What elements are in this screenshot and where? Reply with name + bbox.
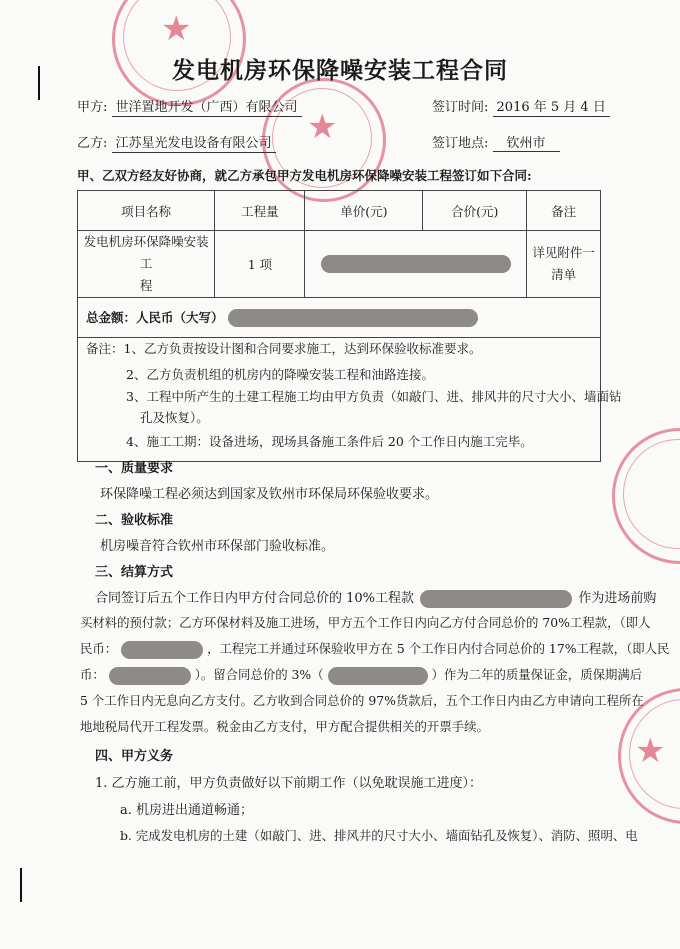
sign-place-row: [432, 132, 560, 151]
party-b-name: 江苏星光发电设备有限公司: [112, 136, 276, 153]
item-name-line: 发电机房环保降噪安装工: [83, 234, 209, 271]
settlement-line: [80, 639, 669, 659]
total-amount-label: 总金额：人民币（大写）: [86, 309, 224, 325]
sign-time-label: 签订时间:: [432, 100, 489, 115]
settlement-line: 买材料的预付款；乙方环保材料及施工进场，甲方五个工作日内向乙方付合同总价的 70%工程款，（即人: [80, 615, 651, 630]
party-b-row: [77, 132, 276, 151]
party-a-row: [77, 96, 302, 115]
note-line: 备注：1、乙方负责按设计图和合同要求施工，达到环保验收标准要求。: [86, 341, 482, 356]
settlement-line: 地地税局代开工程发票。税金由乙方支付，甲方配合提供相关的开票手续。: [80, 719, 489, 734]
obligation-item: b. 完成发电机房的土建（如敲门、进、排风井的尺寸大小、墙面钻孔及恢复）、消防、照明、电: [120, 828, 638, 843]
section-title: 三、结算方式: [95, 565, 174, 580]
company-seal-middle: ★: [262, 78, 386, 202]
redaction-mark: [420, 590, 572, 608]
binding-mark: [20, 868, 22, 902]
obligation-line: 1. 乙方施工前，甲方负责做好以下前期工作（以免耽误施工进度）：: [95, 776, 483, 791]
remark-line: 清单: [551, 267, 577, 282]
item-name-cell: [78, 231, 215, 298]
company-seal-right: [612, 428, 680, 564]
redaction-mark: [109, 667, 191, 685]
note-line: 3、工程中所产生的土建工程施工均由甲方负责（如敲门、进、排风井的尺寸大小、墙面钻: [126, 389, 622, 404]
redaction-mark: [121, 641, 203, 659]
sign-time-value: 2016 年 5 月 4 日: [493, 100, 610, 117]
settlement-line: 5 个工作日内无息向乙方支付。乙方收到合同总价的 97%货款后，五个工作日内由乙方申请向工程所在: [80, 693, 644, 708]
settlement-text: ）作为二年的质量保证金，质保期满后: [431, 667, 643, 682]
obligation-item: a. 机房进出通道畅通；: [120, 803, 254, 818]
section-title: 二、验收标准: [95, 513, 174, 528]
company-seal-top: ★: [112, 0, 246, 106]
remark-line: 详见附件一: [532, 245, 595, 260]
section-title: 一、质量要求: [95, 461, 174, 476]
redaction-mark: [228, 309, 478, 327]
table-header: 工程量: [215, 191, 305, 231]
note-line: 孔及恢复）。: [140, 410, 209, 425]
sign-place-label: 签订地点:: [432, 136, 489, 151]
company-seal-bottom-right: ★: [618, 688, 680, 824]
table-header: 合价(元): [423, 191, 527, 231]
settlement-text: 作为进场前购: [578, 591, 657, 606]
party-a-label: 甲方:: [77, 100, 108, 115]
redaction-mark: [321, 255, 511, 273]
settlement-text: 民币：: [80, 641, 118, 656]
settlement-line: [80, 665, 642, 685]
settlement-text: 币：: [80, 667, 105, 682]
sign-place-value: 钦州市: [493, 136, 560, 152]
intro-text: 甲、乙双方经友好协商，就乙方承包甲方发电机房环保降噪安装工程签订如下合同:: [77, 168, 532, 183]
settlement-line: [95, 587, 656, 608]
party-a-name: 世洋置地开发（广西）有限公司: [112, 100, 302, 117]
settlement-text: 合同签订后五个工作日内甲方付合同总价的 10%工程款: [95, 591, 415, 606]
total-amount-cell: [78, 298, 601, 338]
remark-cell: [527, 231, 601, 298]
section-text: 环保降噪工程必须达到国家及钦州市环保局环保验收要求。: [100, 487, 439, 502]
document-title: 发电机房环保降噪安装工程合同: [172, 57, 508, 84]
settlement-text: ）。留合同总价的 3%（: [194, 667, 324, 682]
redaction-mark: [328, 667, 428, 685]
note-line: 2、乙方负责机组的机房内的降噪安装工程和油路连接。: [126, 367, 434, 382]
price-cell-redacted: [305, 231, 527, 298]
item-name-line: 程: [139, 278, 153, 293]
party-b-label: 乙方:: [77, 136, 108, 151]
table-header: 单价(元): [305, 191, 423, 231]
table-header: 项目名称: [78, 191, 215, 231]
settlement-text: ，工程完工并通过环保验收甲方在 5 个工作日内付合同总价的 17%工程款，（即人民: [207, 641, 670, 656]
sign-time-row: [432, 96, 610, 115]
note-line: 4、施工工期：设备进场，现场具备施工条件后 20 个工作日内施工完毕。: [126, 434, 533, 449]
quantity-cell: 1 项: [215, 231, 305, 298]
section-title: 四、甲方义务: [95, 749, 174, 764]
table-header: 备注: [527, 191, 601, 231]
section-text: 机房噪音符合钦州市环保部门验收标准。: [100, 539, 335, 554]
